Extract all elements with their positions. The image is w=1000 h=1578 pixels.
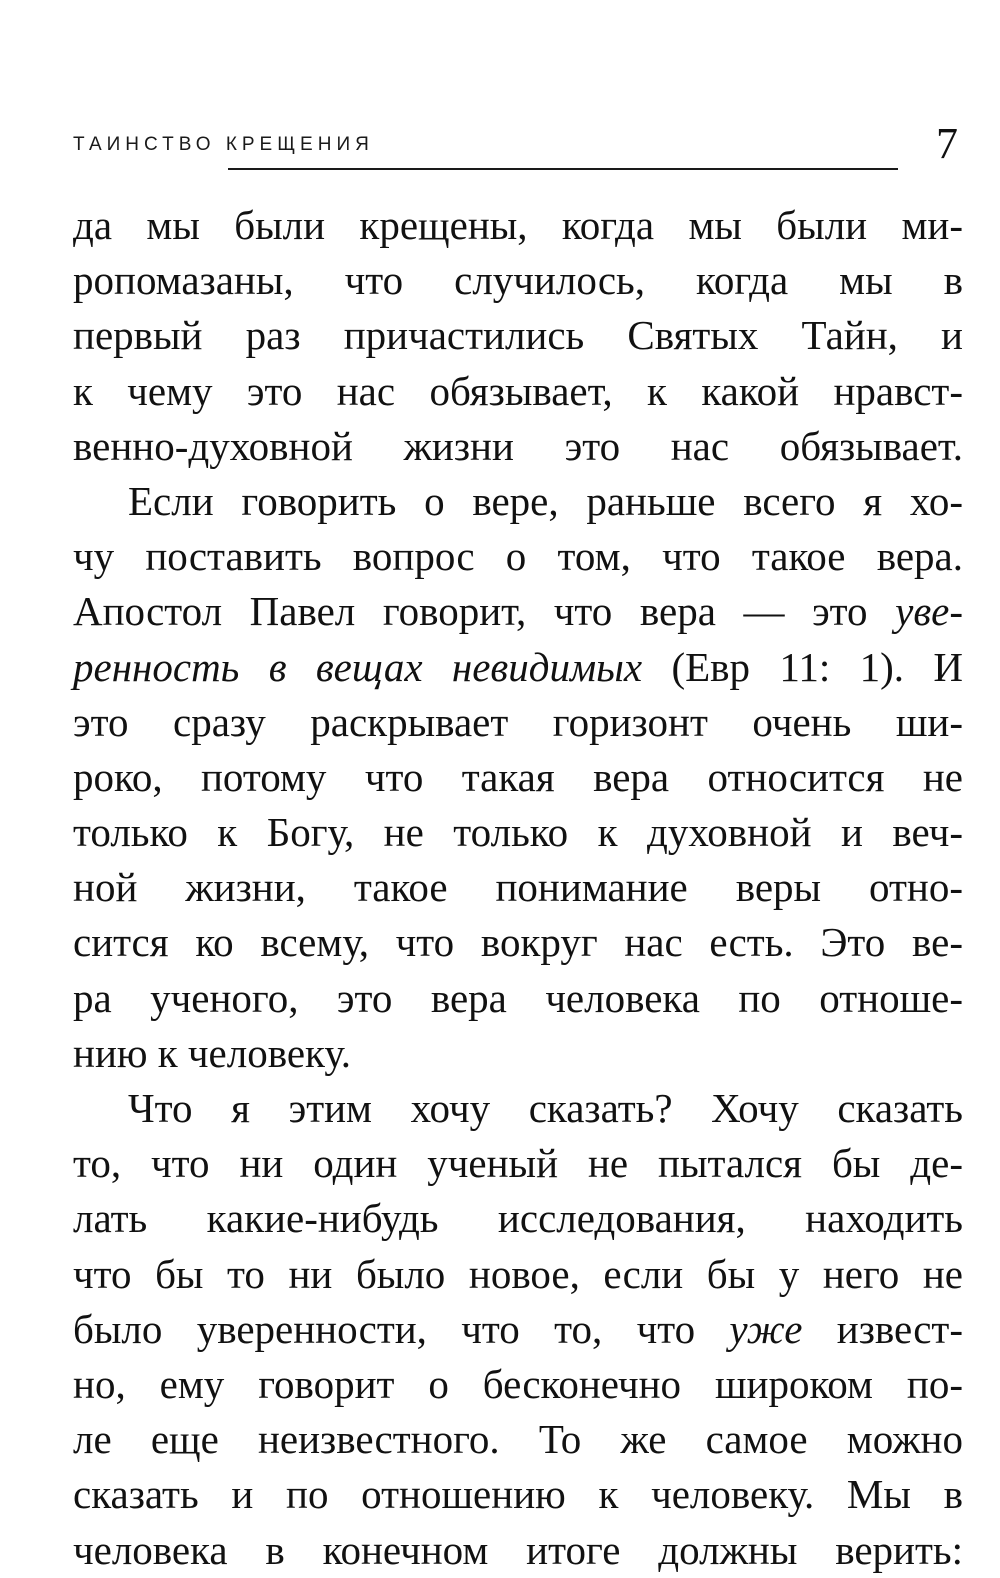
text-line: сказать и по отношению к человеку. Мы в [73, 1471, 963, 1518]
text-line: Если говорить о вере, раньше всего я хо- [128, 477, 963, 524]
text-line: да мы были крещены, когда мы были ми- [73, 202, 963, 248]
text-line: к чему это нас обязывает, к какой нравст- [73, 367, 963, 414]
text-line: венно-духовной жизни это нас обязывает. [73, 422, 963, 469]
text-line [73, 584, 963, 639]
body-text [73, 198, 963, 1578]
text-line [73, 640, 963, 695]
text-run: Апостол Павел говорит, что вера — это [73, 588, 896, 635]
text-line: сится ко всему, что вокруг нас есть. Это ве- [73, 919, 963, 966]
text-line: только к Богу, не только к духовной и веч- [73, 809, 963, 856]
text-line: роко, потому что такая вера относится не [73, 753, 963, 800]
text-line [73, 1302, 963, 1357]
text-line: ле еще неизвестного. То же самое можно [73, 1416, 963, 1463]
text-line: человека в конечном итоге должны верить: [73, 1526, 963, 1573]
header-rule [228, 168, 898, 170]
text-line: лать какие-нибудь исследования, находить [73, 1195, 963, 1242]
text-line: нию к человеку. [73, 1029, 352, 1076]
italic-emphasis: уже [729, 1305, 803, 1352]
text-line: первый раз причастились Святых Тайн, и [73, 312, 963, 359]
text-run: извест- [802, 1305, 963, 1352]
text-line: ра ученого, это вера человека по отноше- [73, 974, 963, 1021]
italic-quote: уве- [895, 588, 963, 635]
running-head [73, 119, 963, 178]
text-line: ропомазаны, что случилось, когда мы в [73, 257, 963, 304]
italic-quote: ренность в вещах невидимых [73, 643, 643, 690]
text-line: что бы то ни было новое, если бы у него не [73, 1250, 963, 1297]
text-line: но, ему говорит о бесконечно широком по- [73, 1360, 963, 1407]
text-line: это сразу раскрывает горизонт очень ши- [73, 698, 963, 745]
text-line: чу поставить вопрос о том, что такое вера. [73, 533, 963, 580]
text-line: ной жизни, такое понимание веры отно- [73, 864, 963, 911]
text-line: Что я этим хочу сказать? Хочу сказать [128, 1085, 963, 1131]
running-title: ТАИНСТВО КРЕЩЕНИЯ [73, 134, 374, 155]
text-run: было уверенности, что то, что [73, 1305, 730, 1352]
page-number: 7 [936, 119, 958, 168]
text-line: то, что ни один ученый не пытался бы де- [73, 1140, 963, 1187]
scripture-reference: (Евр 11: 1). И [642, 643, 963, 690]
